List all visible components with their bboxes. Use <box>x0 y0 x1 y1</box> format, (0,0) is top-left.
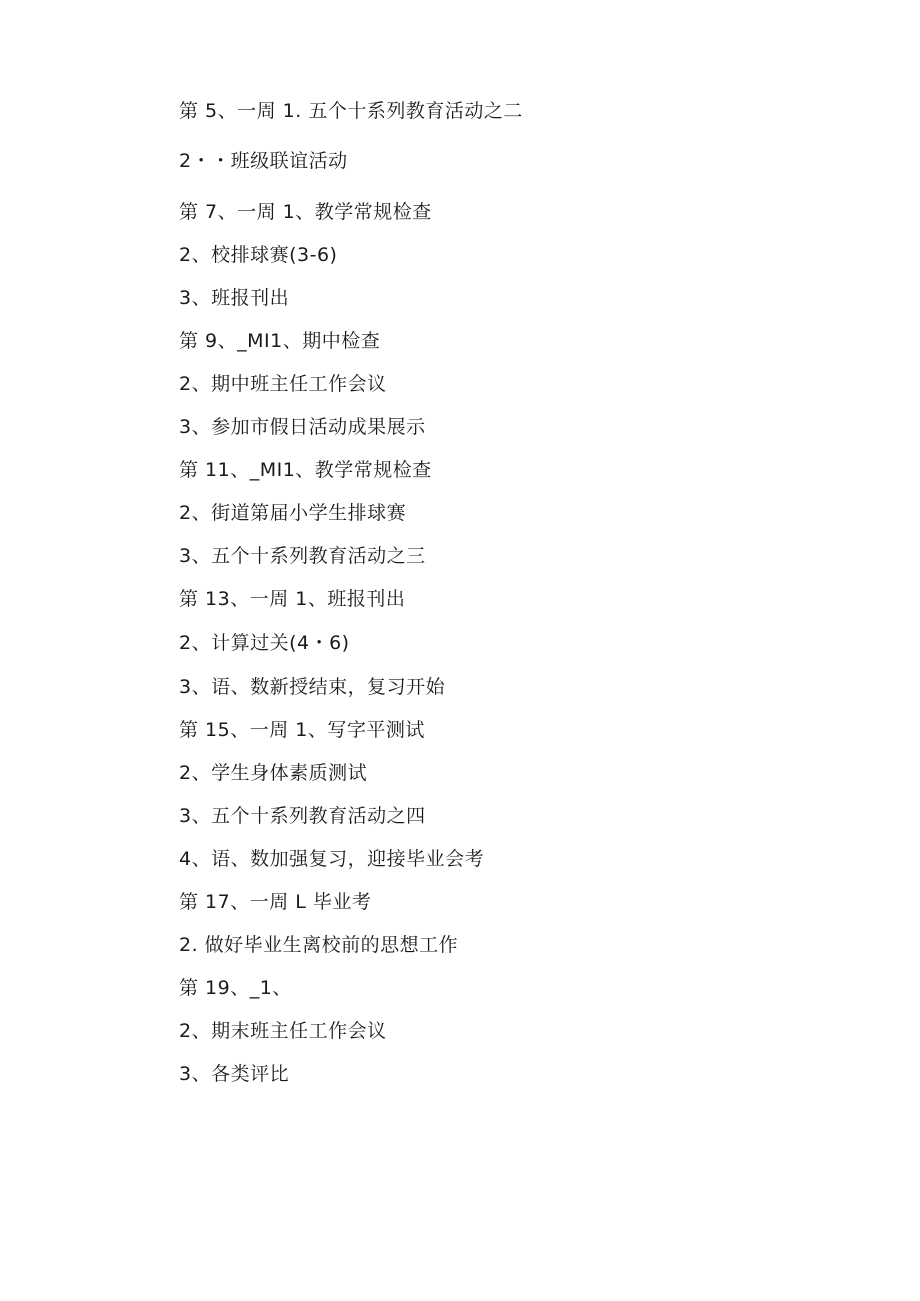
schedule-line: 第 11、_MI1、教学常规检查 <box>179 459 432 481</box>
schedule-line: 3、班报刊出 <box>179 287 290 309</box>
schedule-line: 3、五个十系列教育活动之四 <box>179 805 426 827</box>
schedule-line: 第 7、一周 1、教学常规检查 <box>179 201 432 223</box>
schedule-line: 2、期中班主任工作会议 <box>179 373 387 395</box>
schedule-line: 第 13、一周 1、班报刊出 <box>179 588 406 610</box>
schedule-line: 第 9、_MI1、期中检查 <box>179 330 381 352</box>
schedule-line: 2・・班级联谊活动 <box>179 150 348 172</box>
schedule-line: 2、计算过关(4・6) <box>179 632 350 654</box>
schedule-line: 3、五个十系列教育活动之三 <box>179 545 426 567</box>
schedule-line: 2、校排球赛(3-6) <box>179 244 338 266</box>
schedule-line: 第 19、_1、 <box>179 977 292 999</box>
schedule-line: 3、各类评比 <box>179 1063 290 1085</box>
schedule-line: 第 15、一周 1、写字平测试 <box>179 719 425 741</box>
schedule-line: 第 17、一周 L 毕业考 <box>179 891 372 913</box>
schedule-line: 3、参加市假日活动成果展示 <box>179 416 426 438</box>
schedule-line: 2、街道第届小学生排球赛 <box>179 502 407 524</box>
schedule-line: 2、学生身体素质测试 <box>179 762 368 784</box>
schedule-line: 第 5、一周 1. 五个十系列教育活动之二 <box>179 100 523 122</box>
schedule-line: 2、期末班主任工作会议 <box>179 1020 387 1042</box>
schedule-line: 4、语、数加强复习，迎接毕业会考 <box>179 848 485 870</box>
schedule-line: 3、语、数新授结束，复习开始 <box>179 676 446 698</box>
schedule-line: 2. 做好毕业生离校前的思想工作 <box>179 934 459 956</box>
